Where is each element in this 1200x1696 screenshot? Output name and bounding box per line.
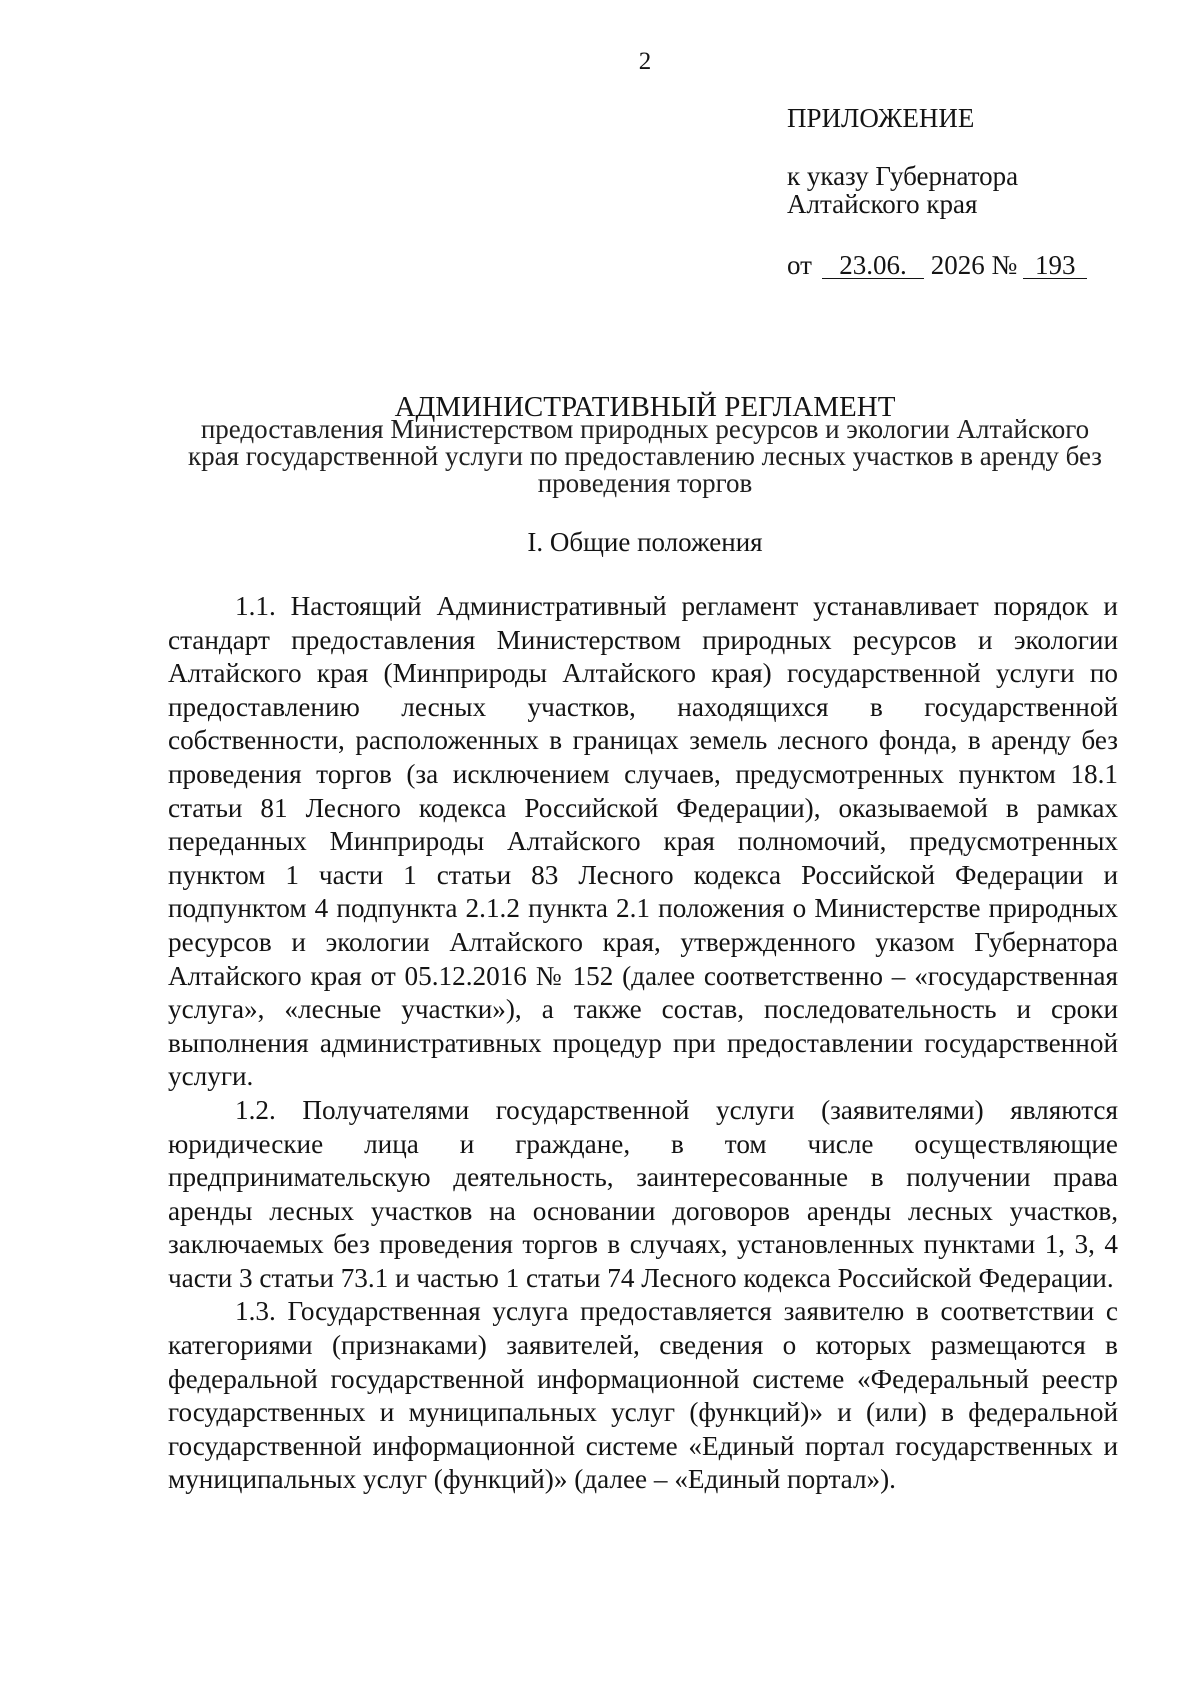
paragraph-1-2: 1.2. Получателями государственной услуги (заявителями) являются юридические лица и граждане, в том числе осуществляющие предпринимательскую деятельность, заинтересованные в получении права аренды лесных участков на основании договоров аренды лесных участков, заключаемых без проведения торгов в случаях, установленных пунктами 1, 3, 4 части 3 статьи 73.1 и частью 1 статьи 74 Лесного кодекса Российской Федерации. [168, 1094, 1118, 1293]
section-heading: I. Общие положения [527, 527, 763, 557]
document-body [168, 590, 1118, 1497]
page-number: 2 [638, 48, 652, 75]
appendix-title: ПРИЛОЖЕНИЕ [787, 103, 975, 133]
appendix-block [787, 104, 1087, 279]
date-prefix: от [787, 250, 812, 280]
decree-date: 23.06. [822, 252, 924, 279]
appendix-reference [787, 162, 1087, 218]
decree-date-line [787, 251, 1087, 279]
appendix-reference-line-2: Алтайского края [787, 189, 978, 219]
paragraph-1-3: 1.3. Государственная услуга предоставляется заявителю в соответствии с категориями (признаками) заявителей, сведения о которых размещаются в федеральной государственной информационной системе «Федеральный реестр государственных и муниципальных услуг (функций)» и (или) в федеральной государственной информационной системе «Единый портал государственных и муниципальных услуг (функций)» (далее – «Единый портал»). [168, 1296, 1118, 1495]
document-subtitle: предоставления Министерством природных ресурсов и экологии Алтайского края государственной услуги по предоставлению лесных участков в аренду без проведения торгов [188, 414, 1102, 498]
paragraph-1-1: 1.1. Настоящий Административный регламент устанавливает порядок и стандарт предоставления Министерством природных ресурсов и экологии Алтайского края (Минприроды Алтайского края) государственной услуги по предоставлению лесных участков, находящихся в государственной собственности, расположенных в границах земель лесного фонда, в аренду без проведения торгов (за исключением случаев, предусмотренных пунктом 18.1 статьи 81 Лесного кодекса Российской Федерации), оказываемой в рамках переданных Минприроды Алтайского края полномочий, предусмотренных пунктом 1 части 1 статьи 83 Лесного кодекса Российской Федерации и подпунктом 4 подпункта 2.1.2 пункта 2.1 положения о Министерстве природных ресурсов и экологии Алтайского края, утвержденного указом Губернатора Алтайского края от 05.12.2016 № 152 (далее соответственно – «государственная услуга», «лесные участки»), а также состав, последовательность и сроки выполнения административных процедур при предоставлении государственной услуги. [168, 591, 1118, 1092]
decree-year-and-sign: 2026 № [930, 250, 1018, 280]
decree-number: 193 [1023, 252, 1087, 279]
document-title: АДМИНИСТРАТИВНЫЙ РЕГЛАМЕНТ [394, 391, 896, 423]
appendix-reference-line-1: к указу Губернатора [787, 161, 1019, 191]
